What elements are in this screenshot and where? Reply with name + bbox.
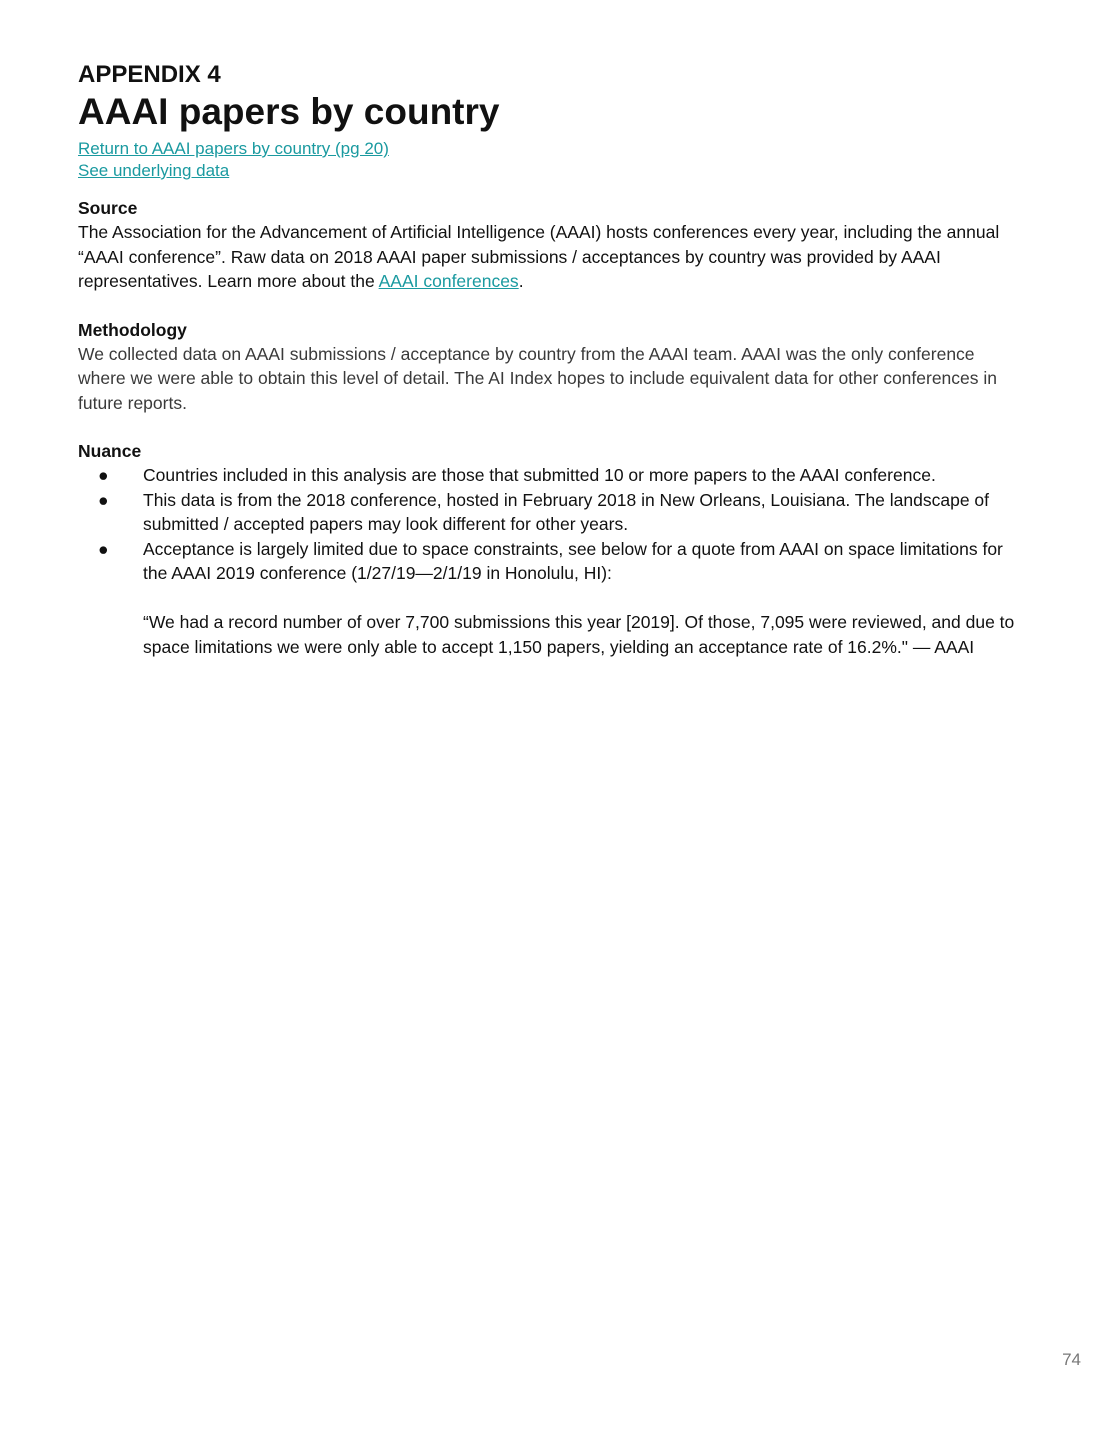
nuance-section (78, 439, 1023, 659)
methodology-heading: Methodology (78, 319, 187, 340)
list-item (78, 488, 1023, 537)
source-text-body: The Association for the Advancement of Artificial Intelligence (AAAI) hosts conferences every year, including the annual “AAAI conference”. Raw data on 2018 AAAI paper submissions / acceptances by country was provided by AAAI representatives. Learn more about the (78, 222, 1000, 291)
methodology-text: We collected data on AAAI submissions / acceptance by country from the AAAI team. AAAI was the only conference where we were able to obtain this level of detail. The AI Index hopes to include equivalent data for other conferences in future reports. (78, 343, 998, 413)
aaai-conferences-link[interactable]: AAAI conferences (378, 271, 519, 291)
source-text-end: . (518, 271, 524, 291)
list-item-text: Countries included in this analysis are those that submitted 10 or more papers to the AAAI conference. (143, 465, 936, 485)
nuance-list (78, 463, 1023, 586)
nuance-heading: Nuance (78, 441, 142, 461)
list-item-text: Acceptance is largely limited due to space constraints, see below for a quote from AAAI on space limitations for the AAAI 2019 conference (1/27/19—2/1/19 in Honolulu, HI): (143, 538, 1003, 583)
page-number: 74 (1062, 1350, 1081, 1369)
bullet-icon: ● (98, 465, 109, 485)
source-section (78, 196, 1023, 294)
return-link[interactable]: Return to AAAI papers by country (pg 20) (78, 139, 389, 158)
document-page (78, 60, 1023, 659)
source-text (78, 220, 1023, 294)
appendix-label: APPENDIX 4 (78, 61, 221, 88)
list-item (78, 537, 1023, 586)
methodology-section (78, 318, 1023, 416)
underlying-data-link[interactable]: See underlying data (78, 161, 230, 180)
aaai-quote: “We had a record number of over 7,700 submissions this year [2019]. Of those, 7,095 were reviewed, and due to space limitations we were only able to accept 1,150 papers, yielding an acceptance rate of 16.2%." — AAAI (143, 612, 1015, 657)
source-heading: Source (78, 198, 138, 218)
page-title: AAAI papers by country (78, 91, 500, 132)
bullet-icon: ● (98, 538, 109, 559)
list-item (78, 463, 1023, 488)
bullet-icon: ● (98, 489, 109, 510)
list-item-text: This data is from the 2018 conference, hosted in February 2018 in New Orleans, Louisiana. The landscape of submitted / accepted papers may look different for other years. (143, 489, 990, 534)
